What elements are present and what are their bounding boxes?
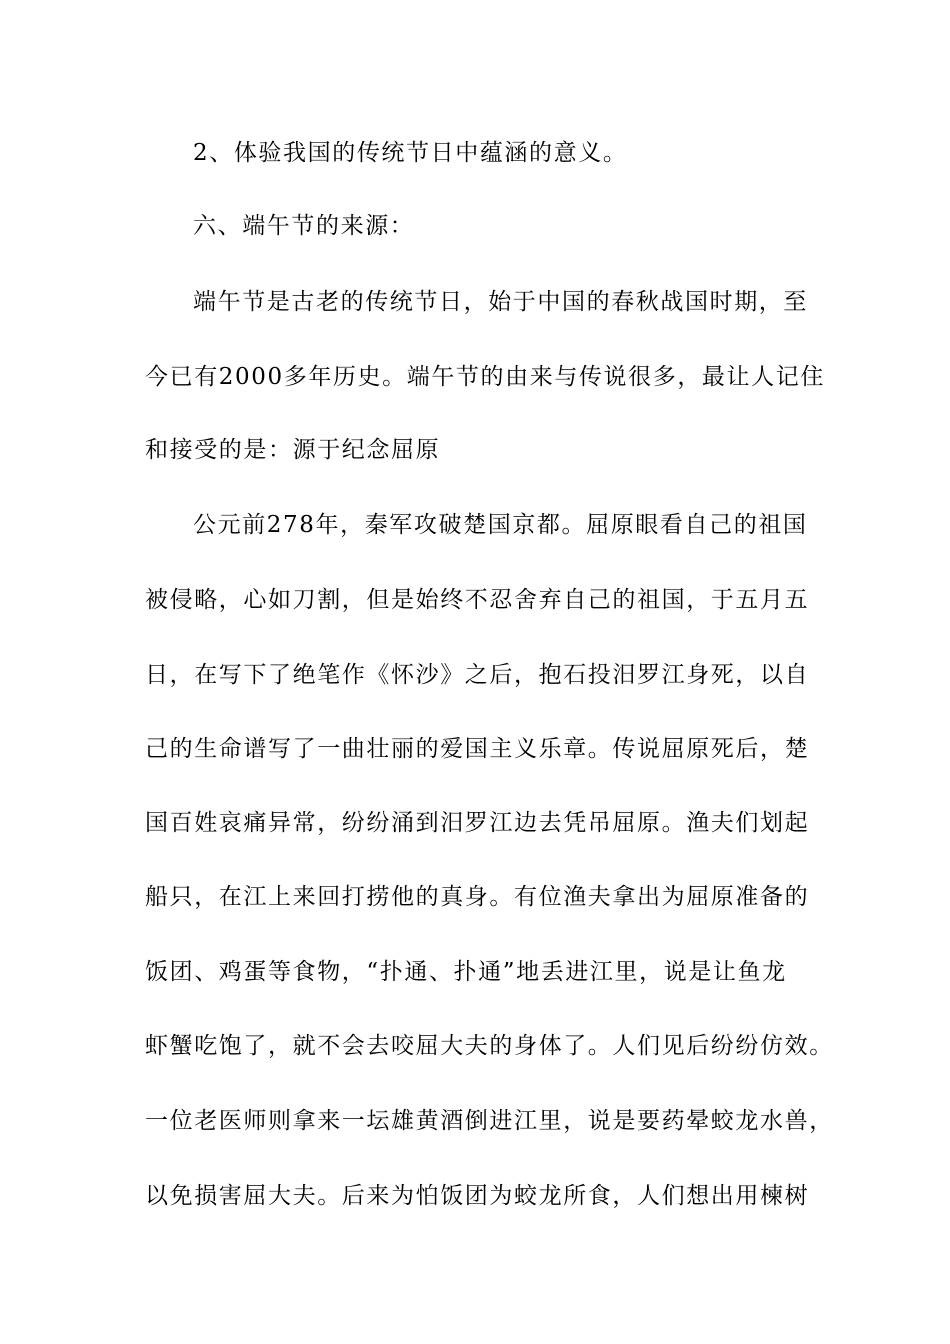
section-heading-6: 六、端午节的来源： — [193, 213, 415, 239]
item-2-line: 2、体验我国的传统节日中蕴涵的意义。 — [193, 140, 628, 166]
paragraph-2-line-4: 己的生命谱写了一曲壮丽的爱国主义乐章。传说屈原死后，楚 — [145, 736, 810, 762]
paragraph-2-line-5: 国百姓哀痛异常，纷纷涌到汨罗江边去凭吊屈原。渔夫们划起 — [145, 810, 810, 836]
paragraph-2-line-2: 被侵略，心如刀割，但是始终不忍舍弃自己的祖国，于五月五 — [145, 587, 810, 613]
paragraph-2-line-3: 日，在写下了绝笔作《怀沙》之后，抱石投汨罗江身死，以自 — [145, 662, 810, 688]
paragraph-1-line-1: 端午节是古老的传统节日，始于中国的春秋战国时期，至 — [193, 289, 808, 315]
paragraph-2-line-10: 以免损害屈大夫。后来为怕饭团为蛟龙所食，人们想出用楝树 — [145, 1183, 810, 1209]
paragraph-2-line-6: 船只，在江上来回打捞他的真身。有位渔夫拿出为屈原准备的 — [145, 884, 810, 910]
paragraph-2-line-1: 公元前278年，秦军攻破楚国京都。屈原眼看自己的祖国 — [193, 512, 808, 538]
paragraph-2-line-7: 饭团、鸡蛋等食物，“扑通、扑通”地丢进江里，说是让鱼龙 — [145, 959, 787, 985]
paragraph-2-line-9: 一位老医师则拿来一坛雄黄酒倒进江里，说是要药晕蛟龙水兽， — [145, 1108, 834, 1134]
paragraph-1-line-2: 今已有2000多年历史。端午节的由来与传说很多，最让人记住 — [145, 364, 825, 390]
paragraph-2-line-8: 虾蟹吃饱了，就不会去咬屈大夫的身体了。人们见后纷纷仿效。 — [145, 1033, 834, 1059]
paragraph-1-line-3: 和接受的是：源于纪念屈原 — [145, 437, 441, 463]
